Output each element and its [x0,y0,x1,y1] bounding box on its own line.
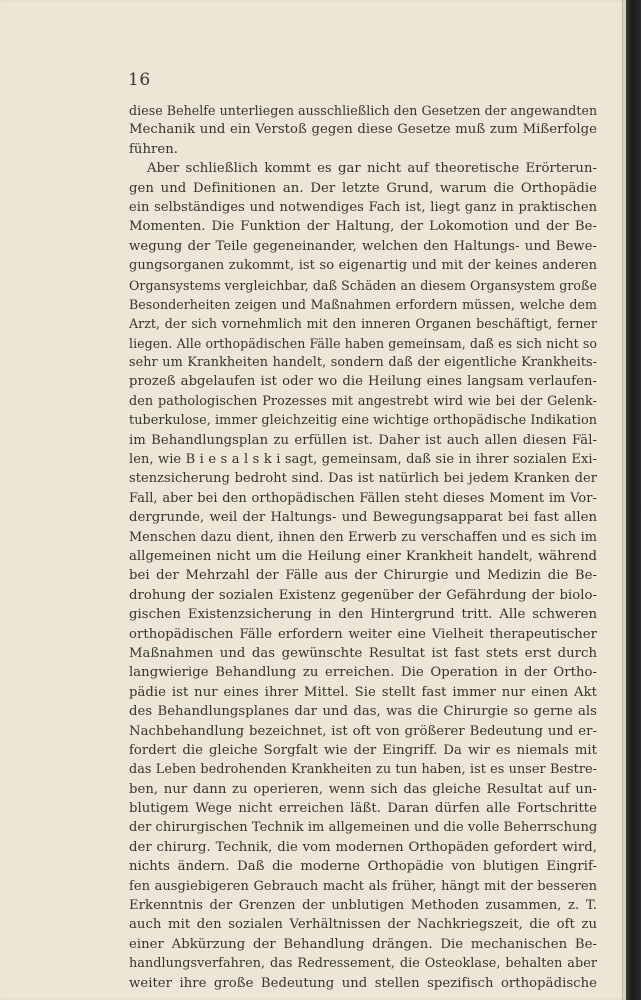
text-line: des Behandlungsplanes dar und das, was die Chirurgie so gerne als [129,704,597,720]
body-text [129,101,597,993]
text-line: das Leben bedrohenden Krankheiten zu tun haben, ist es unser Bestre- [129,762,597,778]
text-line: stenzsicherung bedroht sind. Das ist natürlich bei jedem Kranken der [129,471,597,487]
page-number: 16 [128,70,151,90]
text-line: den pathologischen Prozesses mit angestrebt wird wie bei der Gelenk- [129,393,597,409]
text-line: fen ausgiebigeren Gebrauch macht als früher, hängt mit der besseren [129,878,597,894]
text-line: Fall, aber bei den orthopädischen Fällen steht dieses Moment im Vor- [129,490,597,506]
text-line: im Behandlungsplan zu erfüllen ist. Daher ist auch allen diesen Fäl- [129,432,597,448]
text-line: drohung der sozialen Existenz gegenüber der Gefährdung der biolo- [129,587,597,603]
text-line: ein selbständiges und notwendiges Fach ist, liegt ganz in praktischen [129,199,597,215]
text-line: Erkenntnis der Grenzen der unblutigen Methoden zusammen, z. T. [129,898,597,914]
text-line: gen und Definitionen an. Der letzte Grund, warum die Orthopädie [129,180,597,196]
text-line: Besonderheiten zeigen und Maßnahmen erfordern müssen, welche dem [129,296,597,312]
text-line: gungsorganen zukommt, ist so eigenartig und mit der keines anderen [129,258,597,274]
text-line: diese Behelfe unterliegen ausschließlich den Gesetzen der angewandten [129,103,597,118]
text-line: ben, nur dann zu operieren, wenn sich das gleiche Resultat auf un- [129,781,597,797]
text-line: tuberkulose, immer gleichzeitig eine wichtige orthopädische Indikation [129,413,597,429]
text-line: fordert die gleiche Sorgfalt wie der Eingriff. Da wir es niemals mit [129,742,597,758]
text-line: auch mit den sozialen Verhältnissen der Nachkriegszeit, die oft zu [129,917,597,933]
text-line: Menschen dazu dient, ihnen den Erwerb zu verschaffen und es sich im [129,529,597,545]
text-line: gischen Existenzsicherung in den Hintergrund tritt. Alle schweren [129,607,597,623]
text-line: einer Abkürzung der Behandlung drängen. Die mechanischen Be- [129,936,597,952]
text-line: len, wie B i e s a l s k i sagt, gemeinsam, daß sie in ihrer sozialen Exi- [129,452,597,468]
text-line: orthopädischen Fälle erfordern weiter eine Vielheit therapeutischer [129,626,597,642]
text-line: liegen. Alle orthopädischen Fälle haben gemeinsam, daß es sich nicht so [129,335,597,351]
text-line: Organsystems vergleichbar, daß Schäden an diesem Organsystem große [129,277,597,293]
text-line: Nachbehandlung bezeichnet, ist oft von größerer Bedeutung und er- [129,723,597,739]
text-line: weiter ihre große Bedeutung und stellen spezifisch orthopädische [129,975,597,991]
text-line: Arzt, der sich vornehmlich mit den inneren Organen beschäftigt, ferner [129,316,597,332]
text-line: handlungsverfahren, das Redressement, die Osteoklase, behalten aber [129,956,597,972]
text-line: langwierige Behandlung zu erreichen. Die Operation in der Ortho- [129,665,597,681]
text-line: Maßnahmen und das gewünschte Resultat ist fast stets erst durch [129,645,597,661]
text-line: Aber schließlich kommt es gar nicht auf theoretische Erörterun- [147,161,597,177]
text-line: Momenten. Die Funktion der Haltung, der Lokomotion und der Be- [129,219,597,235]
text-line: pädie ist nur eines ihrer Mittel. Sie stellt fast immer nur einen Akt [129,684,597,700]
text-line: der chirurg. Technik, die vom modernen Orthopäden gefordert wird, [129,839,597,855]
text-line: Mechanik und ein Verstoß gegen diese Gesetze muß zum Mißerfolge [129,122,597,138]
text-line: bei der Mehrzahl der Fälle aus der Chirurgie und Medizin die Be- [129,568,597,584]
text-line: sehr um Krankheiten handelt, sondern daß der eigentliche Krankheits- [129,355,597,371]
text-line: führen. [129,141,179,157]
text-line: wegung der Teile gegeneinander, welchen den Haltungs- und Bewe- [129,238,597,254]
text-line: nichts ändern. Daß die moderne Orthopädie von blutigen Eingrif- [129,859,597,875]
book-spine [626,0,641,1000]
text-line: blutigem Wege nicht erreichen läßt. Daran dürfen alle Fortschritte [129,801,597,817]
text-line: allgemeinen nicht um die Heilung einer Krankheit handelt, während [129,548,597,564]
text-line: der chirurgischen Technik im allgemeinen und die volle Beherrschung [129,820,597,836]
text-line: prozeß abgelaufen ist oder wo die Heilung eines langsam verlaufen- [129,374,597,390]
text-line: dergrunde, weil der Haltungs- und Bewegungsapparat bei fast allen [129,510,597,526]
